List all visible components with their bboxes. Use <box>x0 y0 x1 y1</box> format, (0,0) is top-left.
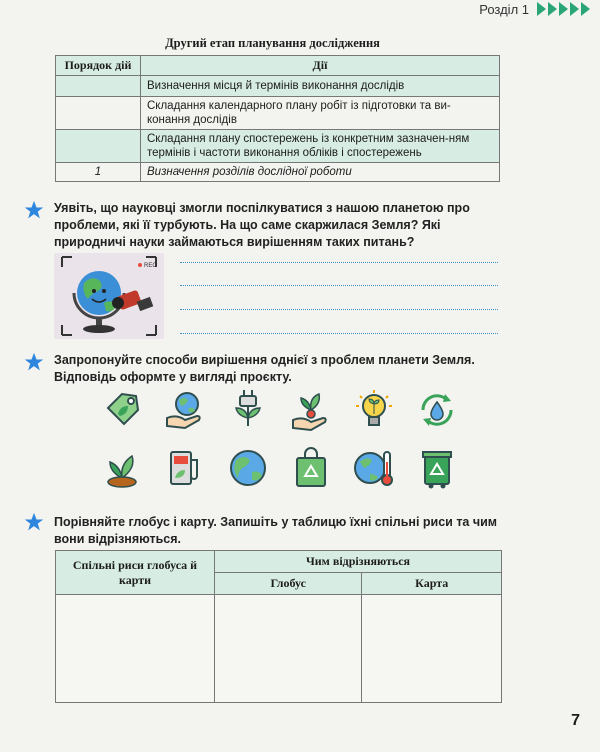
plan-table <box>55 55 500 182</box>
answer-line[interactable] <box>180 309 498 310</box>
order-cell[interactable] <box>56 97 141 130</box>
recycle-bin-icon <box>415 446 459 490</box>
table-row <box>56 76 500 97</box>
task-3-text: Порівняйте глобус і карту. Запишіть у таблицю їхні спільні риси та чим вони відрізняються. <box>54 515 498 546</box>
col-map-header: Карта <box>362 573 502 595</box>
task-1-text: Уявіть, що науковці змогли поспілкуватися з нашою планетою про проблеми, які її турбують. На що саме скаржилася Земля? Які природничі науки займаються вирішенням таких питань? <box>54 201 470 249</box>
chevrons-icon <box>537 2 590 16</box>
map-answer-cell[interactable] <box>362 595 502 703</box>
plug-sprout-icon <box>226 388 270 432</box>
rec-label: REC <box>144 263 157 269</box>
earth-icon <box>226 446 270 490</box>
section-label: Розділ 1 <box>479 1 529 17</box>
action-cell: Складання плану спостережень із конкретним зазначен-ням термінів і частоти виконання обліків і спостережень <box>141 130 500 163</box>
globe-answer-cell[interactable] <box>215 595 362 703</box>
earth-interview-photo <box>54 253 164 339</box>
col-globe-header: Глобус <box>215 573 362 595</box>
compare-table <box>55 550 502 703</box>
col-common-header: Спільні риси глобуса й карти <box>56 551 215 595</box>
col-order-header: Порядок дій <box>56 56 141 76</box>
eco-icons-grid <box>100 388 460 498</box>
answer-line[interactable] <box>180 285 498 286</box>
order-cell[interactable] <box>56 76 141 97</box>
table-row <box>56 163 500 182</box>
water-recycle-icon <box>415 388 459 432</box>
page-header <box>479 0 600 18</box>
answer-line[interactable] <box>180 333 498 334</box>
sprout-icon <box>100 446 144 490</box>
action-cell: Визначення місця й термінів виконання дослідів <box>141 76 500 97</box>
star-icon <box>24 512 44 532</box>
recycle-bag-icon <box>289 446 333 490</box>
action-cell: Складання календарного плану робіт із підготовки та ви-конання дослідів <box>141 97 500 130</box>
eco-tag-icon <box>100 388 144 432</box>
fuel-pump-leaf-icon <box>163 446 207 490</box>
col-diff-header: Чим відрізняються <box>215 551 502 573</box>
page-number: 7 <box>571 712 580 729</box>
order-cell[interactable]: 1 <box>56 163 141 182</box>
table-row <box>56 97 500 130</box>
plan-table-title: Другий етап планування дослідження <box>165 36 380 50</box>
star-icon <box>24 200 44 220</box>
task-2-text: Запропонуйте способи вирішення однієї з проблем планети Земля. Відповідь оформте у вигляді проєкту. <box>54 353 475 384</box>
answer-line[interactable] <box>180 262 498 263</box>
star-icon <box>24 352 44 372</box>
eco-bulb-icon <box>352 388 396 432</box>
order-cell[interactable] <box>56 130 141 163</box>
hand-sprout-icon <box>289 388 333 432</box>
common-answer-cell[interactable] <box>56 595 215 703</box>
globe-in-hand-icon <box>163 388 207 432</box>
table-row <box>56 130 500 163</box>
globe-thermometer-icon <box>352 446 396 490</box>
col-actions-header: Дії <box>141 56 500 76</box>
action-cell: Визначення розділів дослідної роботи <box>141 163 500 182</box>
